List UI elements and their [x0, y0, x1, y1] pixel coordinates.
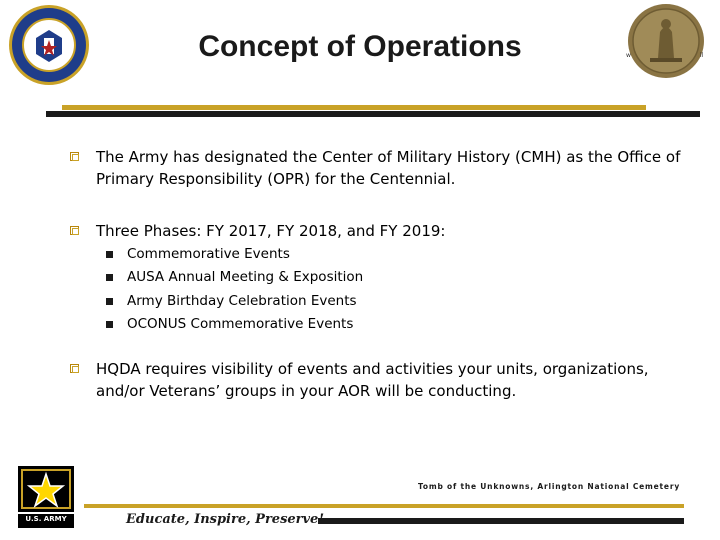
- aasa-seal-icon: [8, 4, 90, 86]
- cmh-seal-icon: [626, 2, 706, 80]
- army-wordmark: U.S. ARMY: [25, 515, 67, 523]
- phases-list: [106, 243, 363, 336]
- bullet-square-icon: [70, 152, 79, 161]
- title-rule-black: [46, 111, 700, 117]
- bullet-text: HQDA requires visibility of events and activities your units, organizations, and/or Veterans’ groups in your AOR will be conducting.: [96, 360, 649, 400]
- bullet-cmh-opr: [70, 146, 700, 190]
- phase-item: OCONUS Commemorative Events: [106, 313, 363, 336]
- phase-item: AUSA Annual Meeting & Exposition: [106, 266, 363, 289]
- seal-tag-left: w: [626, 52, 631, 59]
- footer-rule-gold: [84, 504, 684, 508]
- bullet-phases: [70, 220, 700, 242]
- bullet-text: Three Phases: FY 2017, FY 2018, and FY 2019:: [96, 222, 446, 240]
- footer-rule-black: [318, 518, 684, 524]
- seal-tag-right: ll: [700, 52, 704, 59]
- photo-caption: Tomb of the Unknowns, Arlington National Cemetery: [417, 482, 681, 491]
- phase-item: Commemorative Events: [106, 243, 363, 266]
- bullet-square-icon: [70, 226, 79, 235]
- bullet-text: The Army has designated the Center of Military History (CMH) as the Office of Primary Responsibility (OPR) for the Centennial.: [96, 148, 681, 188]
- title-rule-gold: [62, 105, 646, 110]
- phase-item: Army Birthday Celebration Events: [106, 290, 363, 313]
- footer-motto: Educate, Inspire, Preserve!: [126, 512, 325, 527]
- bullet-square-icon: [70, 364, 79, 373]
- page-title: Concept of Operations: [198, 30, 522, 63]
- bullet-hqda: [70, 358, 700, 402]
